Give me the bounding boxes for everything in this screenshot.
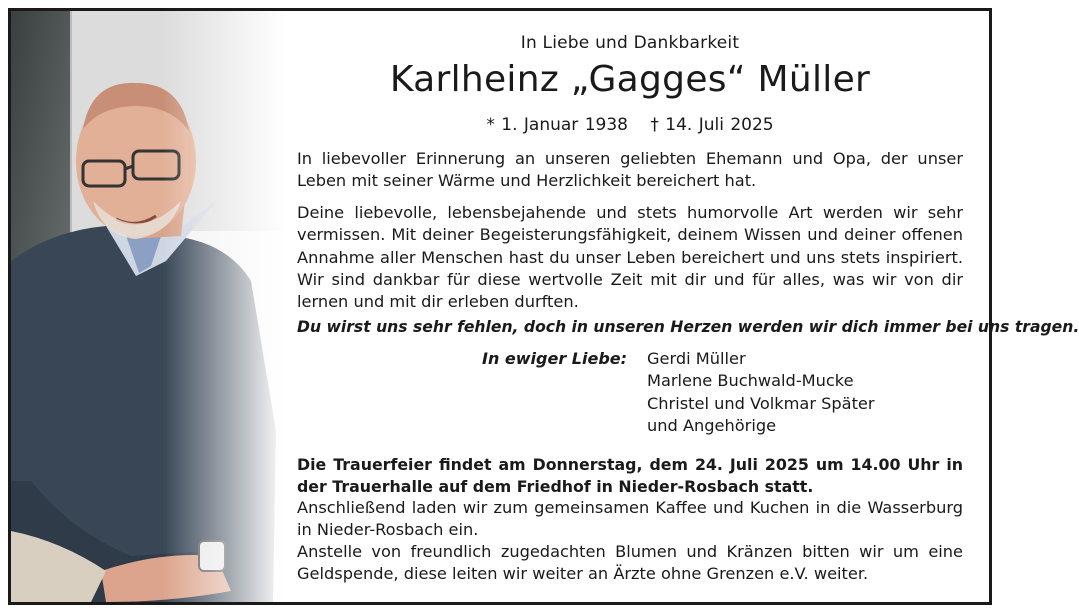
reception-notice: Anschließend laden wir zum gemeinsamen Kaffee und Kuchen in die Wasserburg in Nieder-Rosbach ein.	[297, 498, 963, 540]
closing-line: Du wirst uns sehr fehlen, doch in unseren Herzen werden wir dich immer bei uns tragen.	[297, 318, 1079, 336]
family-list	[647, 348, 875, 437]
family-member: Christel und Volkmar Später	[647, 393, 875, 413]
funeral-notice: Die Trauerfeier findet am Donnerstag, dem 24. Juli 2025 um 14.00 Uhr in der Trauerhalle auf dem Friedhof in Nieder-Rosbach statt.	[297, 455, 963, 496]
birth-date: * 1. Januar 1938	[486, 115, 628, 135]
death-date: † 14. Juli 2025	[650, 115, 774, 135]
family-member: und Angehörige	[647, 415, 777, 435]
life-dates	[297, 115, 963, 135]
donation-notice: Anstelle von freundlich zugedachten Blumen und Kränzen bitten wir um eine Geldspende, diese leiten wir weiter an Ärzte ohne Grenzen e.V. weiter.	[297, 542, 963, 584]
family-member: Marlene Buchwald-Mucke	[647, 371, 854, 391]
deceased-name: Karlheinz „Gagges“ Müller	[389, 59, 871, 100]
intro-line: In Liebe und Dankbarkeit	[520, 33, 740, 53]
memorial-paragraph: In liebevoller Erinnerung an unseren geliebten Ehemann und Opa, der unser Leben mit seiner Wärme und Herzlichkeit bereichert hat.	[297, 149, 963, 191]
obituary-text	[297, 11, 1079, 602]
family-label: In ewiger Liebe:	[482, 349, 628, 368]
family-member: Gerdi Müller	[647, 349, 746, 368]
portrait-illustration	[11, 11, 286, 602]
tribute-paragraph: Deine liebevolle, lebensbejahende und stets humorvolle Art werden wir sehr vermissen. Mit deiner Begeisterungsfähigkeit, deinem Wissen und deiner offenen Annahme aller Menschen hast du unser Leben bereichert und uns stets inspiriert. Wir sind dankbar für diese wertvolle Zeit mit dir und für alles, was wir von dir lernen und mit dir erleben durften.	[297, 203, 963, 312]
portrait-photo	[11, 11, 286, 602]
obituary-frame	[8, 8, 1079, 605]
